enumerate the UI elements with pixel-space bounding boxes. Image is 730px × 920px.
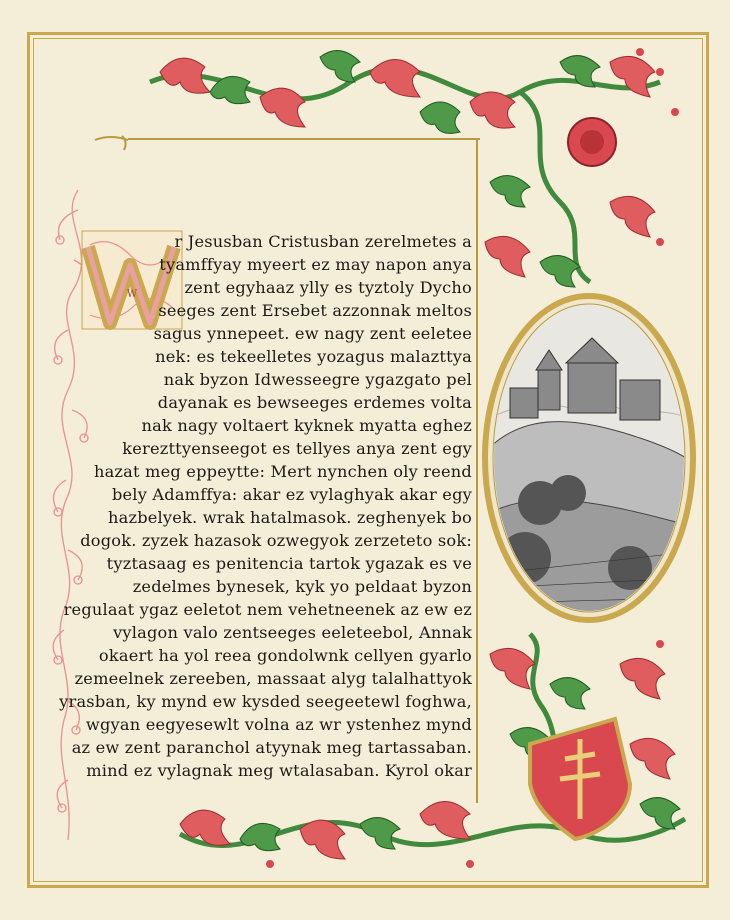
text-line-7: nak byzon Idwesseegre ygazgato pel [163,370,472,389]
text-line-21: yrasban, ky mynd ew kysded seegeetewl foghwa, [59,692,472,711]
text-line-2: tyamffyay myeert ez may napon anya [159,255,472,274]
drop-cap-letter: W [126,289,138,300]
text-line-5: sagus ynnepeet. ew nagy zent eeletee [153,324,472,343]
text-line-1: r Jesusban Cristusban zerelmetes a [174,232,472,251]
text-line-20: zemeelnek zereeben, massaat alyg talalhattyok [74,669,472,688]
castle-medallion [480,288,698,628]
text-line-19: okaert ha yol reea gondolwnk cellyen gyarlo [98,646,472,665]
text-line-22: wgyan eegyesewlt volna az wr ystenhez mynd [85,715,472,734]
text-line-11: hazat meg eppeytte: Mert nynchen oly reend [93,462,472,481]
top-acanthus-ornament [140,42,700,292]
text-line-6: nek: es tekeelletes yozagus malazttya [155,347,472,366]
text-line-3: zent egyhaaz ylly es tyztoly Dycho [184,278,472,297]
text-line-24: mind ez vylagnak meg wtalasaban. Kyrol okar [86,761,472,780]
text-line-23: az ew zent paranchol atyynak meg tartassaban. [71,738,472,757]
text-line-9: nak nagy voltaert kyknek myatta eghez [141,416,472,435]
text-line-17: regulaat ygaz eeletot nem vehetneenek az ew ez [63,600,472,619]
text-line-14: dogok. zyzek hazasok ozwegyok zerzeteto sok: [80,531,472,550]
text-line-13: hazbelyek. wrak hatalmasok. zeghenyek bo [108,508,472,527]
text-line-4: seeges zent Ersebet azzonnak meltos [158,301,472,320]
text-line-8: dayanak es bewseeges erdemes volta [157,393,472,412]
text-line-10: kerezttyenseegot es tellyes anya zent egy [122,439,472,458]
frame-flourish-icon [92,128,142,156]
bottom-acanthus-ornament [160,624,705,880]
text-line-18: vylagon valo zentseeges eeleteebol, Annak [113,623,472,642]
text-line-12: bely Adamffya: akar ez vylaghyak akar egy [111,485,472,504]
text-line-15: tyztasaag es penitencia tartok ygazak es ve [106,554,472,573]
text-line-16: zedelmes bynesek, kyk yo peldaat byzon [132,577,472,596]
